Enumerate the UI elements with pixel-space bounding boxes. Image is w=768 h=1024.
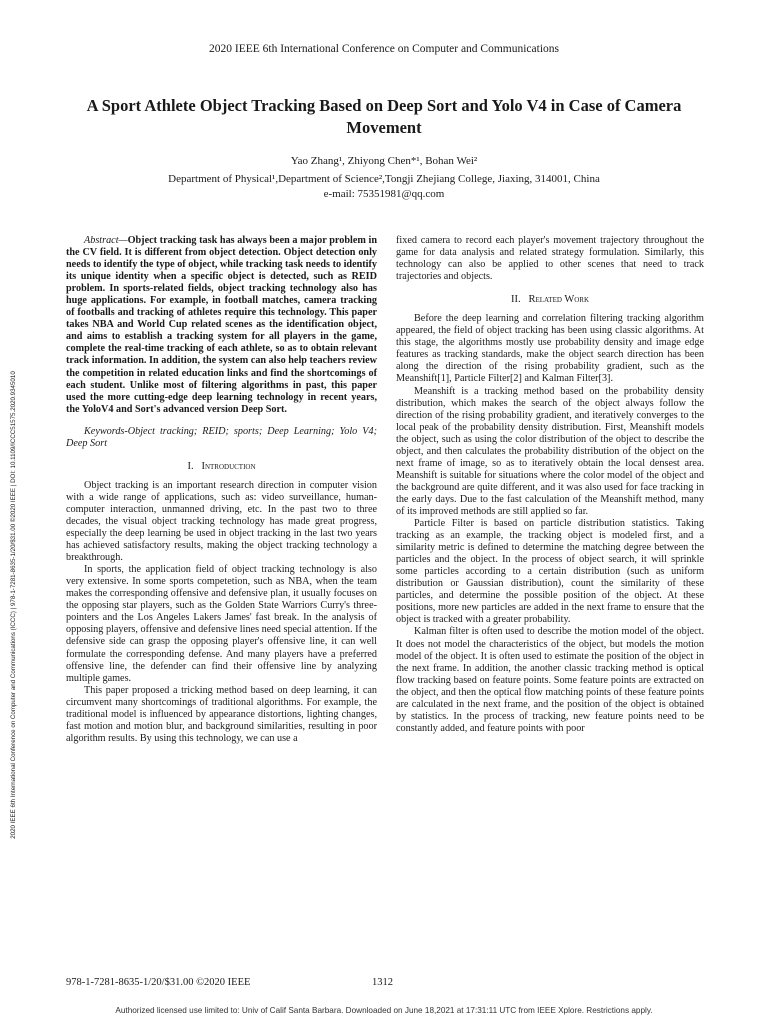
side-banner — [10, 237, 20, 973]
left-column — [66, 235, 377, 745]
section-number: II. — [510, 294, 521, 306]
section-title: Related Work — [528, 294, 590, 306]
related-paragraph-4: Kalman filter is often used to describe the motion model of the object. It does not model the characteristics of the object, but models the motion model of the object. It is often used to estimate the position of the object in the next frame. In addition, the another classic tracking method is optical flow tracking based on feature points. Some feature points are extracted on the object, and then the optical flow matching points of these feature points are calculated in the next frame, and the position of the object is obtained by statistics. In the process of tracking, new feature points need to be constantly added, and feature points with poor — [396, 626, 704, 734]
intro-paragraph-2: In sports, the application field of object tracking technology is also very extensive. In some sports competetion, such as NBA, when the team makes the corresponding offensive and defensive plan, it usually focuses on the opposing star players, such as the Golden State Warriors Curry's three-pointers and the Los Angeles Lakers James' fast break. In the analysis of opposing players, offensive and defensive lines need special attention. If the defensive side can grasp the opposing player's offensive line, it can well formulate the corresponding defense. And many players have a preferred offensive line, the defender can find their offensive line by analyzing multiple games. — [66, 564, 377, 684]
intro-paragraph-continued: fixed camera to record each player's movement trajectory throughout the game for data analysis and related strategy formulation. Similarly, this technology can also be applied to other scenes that need to track trajectories and objects. — [396, 235, 704, 283]
related-paragraph-2: Meanshift is a tracking method based on the probability density distribution, which makes the search of the object always follow the direction of the rising probability gradient, and iteratively converges to the local peak of the probability density distribution. First, Meanshift models the object, such as using the color distribution of the object to describe the object, and then calculates the probability distribution of the object on the next frame of image, so as to iteratively obtain the local densest area. Meanshift is suitable for situations where the color model of the object and the background are quite different, and it was also used for face tracking in the early days. Due to the fast calculation of the Meanshift method, many of its improved methods are still applied so far. — [396, 385, 704, 517]
footer-isbn: 978-1-7281-8635-1/20/$31.00 ©2020 IEEE — [66, 977, 251, 988]
paper-title: A Sport Athlete Object Tracking Based on Deep Sort and Yolo V4 in Case of Camera Movement — [86, 96, 682, 137]
section-number: I. — [187, 460, 194, 472]
page-number: 1312 — [372, 977, 393, 988]
related-paragraph-3: Particle Filter is based on particle distribution statistics. Taking tracking as an example, the tracking object is modeled first, and a similarity metric is defined to determine the matching degree between the particles and the object. In the process of object search, it will sprinkle some particles according to a certain distribution (such as uniform distribution or Gaussian distribution), count the similarity of these particles, and determine the possible position of the object. At these positions, more new particles are added in the next frame to ensure that the object is tracked with a greater probability. — [396, 518, 704, 626]
section-heading-introduction — [66, 461, 377, 473]
authorized-use-notice: Authorized licensed use limited to: Univ of Calif Santa Barbara. Downloaded on June 18,2021 at 17:31:11 UTC from IEEE Xplore. Restrictions apply. — [115, 1006, 653, 1015]
abstract-lead: Abstract— — [84, 235, 128, 246]
intro-paragraph-3: This paper proposed a tricking method based on deep learning, it can circumvent many shortcomings of traditional algorithms. For example, the traditional model is influenced by appearance distortions, lighting changes, fast motion and motion blur, and background similarities, resulting in poor algorithm results. By using this technology, we can use a — [66, 684, 377, 744]
side-banner-text: 2020 IEEE 6th International Conference on Computer and Communications (ICCC) | 978-1-7281-8635-1/20/$31.00 ©2020 IEEE | DOI: 10.1109/ICCC51575.2020.9345010 — [10, 371, 17, 839]
section-heading-related-work — [396, 294, 704, 306]
related-paragraph-1: Before the deep learning and correlation filtering tracking algorithm appeared, the field of object tracking has been using classic algorithms. At this stage, the algorithms mostly use probability density and image edge features as tracking standards, make the object search direction has been along the direction of the rising probability gradient, such as the Meanshift[1], Particle Filter[2] and Kalman Filter[3]. — [396, 313, 704, 385]
abstract — [66, 235, 377, 416]
conference-header: 2020 IEEE 6th International Conference on Computer and Communications — [208, 43, 560, 55]
email: e-mail: 75351981@qq.com — [323, 188, 445, 200]
right-column — [396, 235, 704, 735]
keywords: Keywords-Object tracking; REID; sports; Deep Learning; Yolo V4; Deep Sort — [66, 425, 377, 449]
intro-paragraph-1: Object tracking is an important research direction in computer vision with a wide range of applications, such as: video surveillance, human-computer interaction, unmanned driving, etc. In the past two to three decades, the visual object tracking technology has made great progress, especially the deep learning be used in object tracking in the last two years has achieved satisfactory results, making the object tracking technology a breakthrough. — [66, 479, 377, 564]
abstract-body: Object tracking task has always been a major problem in the CV field. It is different from object detection. Object detection only needs to identify the type of object, while tracking task needs to identify its unique identity when a specific object is detected, such as REID problem. In sports-related fields, object tracking technology also has huge applications. For example, in football matches, camera tracking of footballs and tracking of athletes require this technology. This paper takes NBA and World Cup related scenes as the identification object, and aims to establish a tracking system for all players in the game, complete the real-time tracking of each athlete, so as to obtain relevant track information. In addition, the system can also help teachers review the competition in related education links and find the shortcomings of each student. Unlike most of filtering algorithms in past, this paper used the more cutting-edge deep learning technology in recent years, the YoloV4 and Sort's advanced version Deep Sort. — [66, 235, 377, 415]
authors: Yao Zhang¹, Zhiyong Chen*¹, Bohan Wei² — [290, 155, 478, 167]
section-title: Introduction — [201, 460, 256, 472]
affiliation: Department of Physical¹,Department of Science²,Tongji Zhejiang College, Jiaxing, 314001, China — [168, 173, 600, 185]
